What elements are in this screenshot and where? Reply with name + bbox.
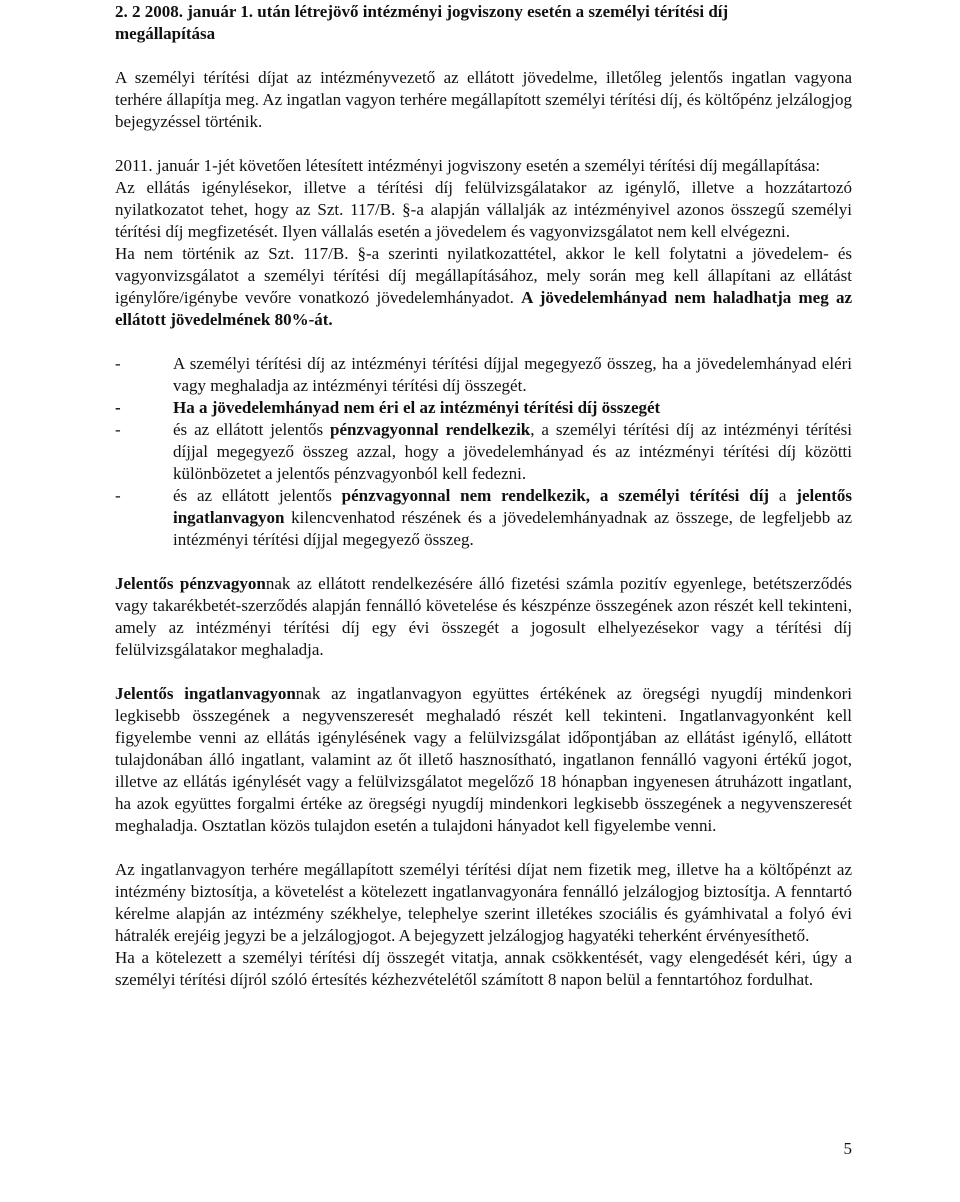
list-item — [115, 353, 852, 397]
section-heading — [115, 1, 852, 45]
paragraph-mortgage: Az ingatlanvagyon terhére megállapított személyi térítési díjat nem fizetik meg, illetve ha a költőpénzt az intézmény biztosítja, a követelést a kötelezett ingatlanvagyonára fennálló jelzálogjog biztosítja. A fenntartó kérelme alapján az intézmény székhelye, telephelye szerint illetékes szociális és gyámhivatal a folyó évi hátralék erejéig jegyzi be a jelzálogjogot. A bejegyzett jelzálogjog hagyatéki teherként érvényesíthető. — [115, 860, 852, 945]
heading-line-1: 2. 2 2008. január 1. után létrejövő intézményi jogviszony esetén a személyi térítési díj — [115, 2, 729, 21]
paragraph-2011-intro: 2011. január 1-jét követően létesített intézményi jogviszony esetén a személyi térítési díj megállapítása: — [115, 156, 821, 175]
paragraph-appeal: Ha a kötelezett a személyi térítési díj összegét vitatja, annak csökkentését, vagy elengedését kéri, úgy a személyi térítési díjról szóló értesítés kézhezvételétől számított 8 napon belül a fenntartóhoz fordulhat. — [115, 948, 852, 989]
paragraph-income-basis — [115, 67, 852, 133]
dash-marker: - — [115, 420, 121, 439]
paragraph-income-review — [115, 243, 852, 331]
term-cash-assets: Jelentős pénzvagyon — [115, 574, 266, 593]
page-number: 5 — [843, 1139, 852, 1158]
condition-list — [115, 353, 852, 551]
document-page — [115, 0, 852, 991]
bullet-text: A személyi térítési díj az intézményi térítési díjjal megegyező összeg, ha a jövedelemhányad eléri vagy meghaladja az intézményi térítési díj összegét. — [173, 354, 852, 395]
para2-s2-bold: A jövedelemhányad nem haladhatja meg az ellátott jövedelmének 80%-át. — [115, 288, 852, 329]
dash-marker: - — [115, 354, 121, 373]
paragraph-declaration: Az ellátás igénylésekor, illetve a térítési díj felülvizsgálatakor az igénylő, illetve a hozzátartozó nyilatkozatot tehet, hogy az Szt. 117/B. §-a alapján vállalják az intézményivel azonos összegű személyi térítési díj megfizetését. Ilyen vállalás esetén a jövedelem és vagyonvizsgálatot nem kell elvégezni. — [115, 178, 852, 241]
para1-text-a: A személyi térítési díjat az intézményvezető az ellátott jövedelme, illetőleg jelentős ingatlan vagyona terhére állapítja meg. — [115, 68, 852, 109]
para2-s2: Ha nem történik az Szt. 117/B. §-a szerinti nyilatkozattétel, akkor le kell folytatni a jövedelem- és vagyonvizsgálatot a személyi térítési díj megállapításához, mely során meg kell állapítani az ellátást igénylőre/igénybe vevőre vonatkozó jövedelemhányadot. — [115, 244, 852, 307]
list-item — [115, 419, 852, 485]
para4-text: nak az ingatlanvagyon együttes értékének az öregségi nyugdíj mindenkori legkisebb összegének a negyvenszeresét meghaladó részét kell tekinteni. Ingatlanvagyonként kell figyelembe venni az ellátás igénylésének vagy a felülvizsgálat időpontjában az ellátást igénylő, ellátott tulajdonában álló ingatlant, valamint az őt illető hasznosítható, ingatlanon fennálló vagyoni értékű jogot, illetve az ellátás igénylését vagy a felülvizsgálatot megelőző 18 hónapban ingyenesen átruházott ingatlant, ha azok együttes forgalmi értéke az öregségi nyugdíj mindenkori legkisebb összegének a negyvenszeresét meghaladja. Osztatlan közös tulajdon esetén a tulajdoni hányadot kell figyelembe venni. — [115, 684, 852, 835]
dash-marker: - — [115, 486, 121, 505]
list-item — [115, 397, 852, 419]
bullet-text: és az ellátott jelentős pénzvagyonnal nem rendelkezik, a személyi térítési díj a jelentős ingatlanvagyon kilencvenhatod részének és a jövedelemhányadnak az összege, de legfeljebb az intézményi térítési díjjal megegyező összeg. — [173, 486, 852, 549]
list-item — [115, 485, 852, 551]
bullet-text: Ha a jövedelemhányad nem éri el az intézményi térítési díj összegét — [173, 398, 661, 417]
paragraph-real-estate — [115, 683, 852, 837]
term-real-estate: Jelentős ingatlanvagyon — [115, 684, 296, 703]
dash-marker: - — [115, 398, 121, 417]
para1-text-b: Az ingatlan vagyon terhére megállapított személyi térítési díj, és költőpénz jelzálogjog bejegyzéssel történik. — [115, 90, 852, 131]
heading-line-2: megállapítása — [115, 24, 216, 43]
bullet-text: és az ellátott jelentős pénzvagyonnal rendelkezik, a személyi térítési díj az intézményi térítési díjjal megegyező összeg azzal, hogy a jövedelemhányad és az intézményi térítési díj közötti különbözetet a jelentős pénzvagyonból kell fedezni. — [173, 420, 852, 483]
paragraph-cash-assets — [115, 573, 852, 661]
para3-text: nak az ellátott rendelkezésére álló fizetési számla pozitív egyenlege, betétszerződés vagy takarékbetét-szerződés alapján fennálló követelése és készpénze összegének azon részét kell tekinteni, amely az intézményi térítési díj egy évi összegét a jogosult elhelyezésekor vagy a térítési díj felülvizsgálatakor meghaladja. — [115, 574, 852, 659]
